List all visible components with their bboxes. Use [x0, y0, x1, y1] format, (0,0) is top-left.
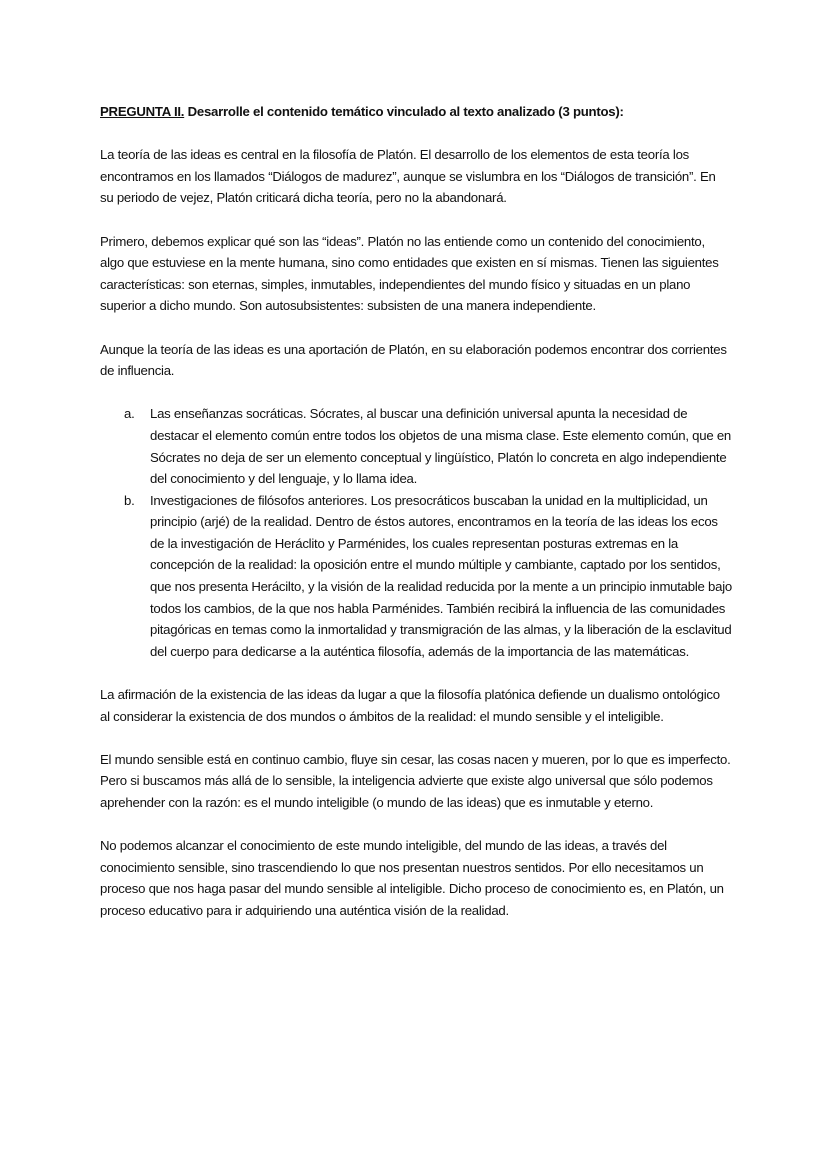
list-marker: a. — [124, 406, 135, 422]
paragraph-dualism: La afirmación de la existencia de las ideas da lugar a que la filosofía platónica defiende un dualismo ontológico al considerar la existencia de dos mundos o ámbitos de la realidad: el mundo sensible y el inteligible. — [100, 687, 720, 724]
influences-list — [100, 403, 732, 662]
question-label: PREGUNTA II. — [100, 104, 185, 119]
paragraph-knowledge-process: No podemos alcanzar el conocimiento de este mundo inteligible, del mundo de las ideas, a través del conocimiento sensible, sino trascendiendo lo que nos presentan nuestros sentidos. Por ello necesitamos un proceso que nos haga pasar del mundo sensible al inteligible. Dicho proceso de conocimiento es, en Platón, un proceso educativo para ir adquiriendo una auténtica visión de la realidad. — [100, 838, 724, 918]
paragraph-sensible-world: El mundo sensible está en continuo cambio, fluye sin cesar, las cosas nacen y mueren, por lo que es imperfecto. Pero si buscamos más allá de lo sensible, la inteligencia advierte que existe algo universal que sólo podemos aprehender con la razón: es el mundo inteligible (o mundo de las ideas) que es inmutable y eterno. — [100, 751, 731, 810]
paragraph-ideas-definition: Primero, debemos explicar qué son las “ideas”. Platón no las entiende como un contenido del conocimiento, algo que estuviese en la mente humana, sino como entidades que existen en sí mismas. Tienen las siguientes características: son eternas, simples, inmutables, independientes del mundo físico y situadas en un plano superior a dicho mundo. Son autosubsistentes: subsisten de una manera independiente. — [100, 233, 719, 314]
list-marker: b. — [124, 492, 135, 508]
list-item-text: Las enseñanzas socráticas. Sócrates, al buscar una definición universal apunta la necesidad de destacar el elemento común entre todos los objetos de una misma clase. Este elemento común, que en Sócrates no deja de ser un elemento conceptual y lingüístico, Platón lo concreta en algo independiente del conocimiento y del lenguaje, y lo llama idea. — [150, 406, 732, 487]
paragraph-intro: La teoría de las ideas es central en la filosofía de Platón. El desarrollo de los elementos de esta teoría los encontramos en los llamados “Diálogos de madurez”, aunque se vislumbra en los “Diálogos de transición”. En su periodo de vejez, Platón criticará dicha teoría, pero no la abandonará. — [100, 147, 716, 206]
paragraph-influences: Aunque la teoría de las ideas es una aportación de Platón, en su elaboración podemos encontrar dos corrientes de influencia. — [100, 341, 727, 379]
list-item — [124, 403, 732, 489]
list-item — [124, 490, 732, 663]
question-heading — [100, 101, 732, 123]
document-page — [100, 101, 732, 943]
question-text: Desarrolle el contenido temático vinculado al texto analizado (3 puntos): — [184, 104, 624, 119]
list-item-text: Investigaciones de filósofos anteriores. Los presocráticos buscaban la unidad en la multiplicidad, un principio (arjé) de la realidad. Dentro de éstos autores, encontramos en la teoría de las ideas los ecos de la investigación de Heráclito y Parménides, los cuales representan posturas extremas en la concepción de la realidad: la oposición entre el mundo múltiple y cambiante, captado por los sentidos, que nos presenta Herácilto, y la visión de la realidad reducida por la mente a un principio inmutable bajo todos los cambios, de la que nos habla Parménides. También recibirá la influencia de las comunidades pitagóricas en temas como la inmortalidad y transmigración de las almas, y la liberación de la esclavitud del cuerpo para dedicarse a la auténtica filosofía, además de la importancia de las matemáticas. — [150, 492, 732, 659]
